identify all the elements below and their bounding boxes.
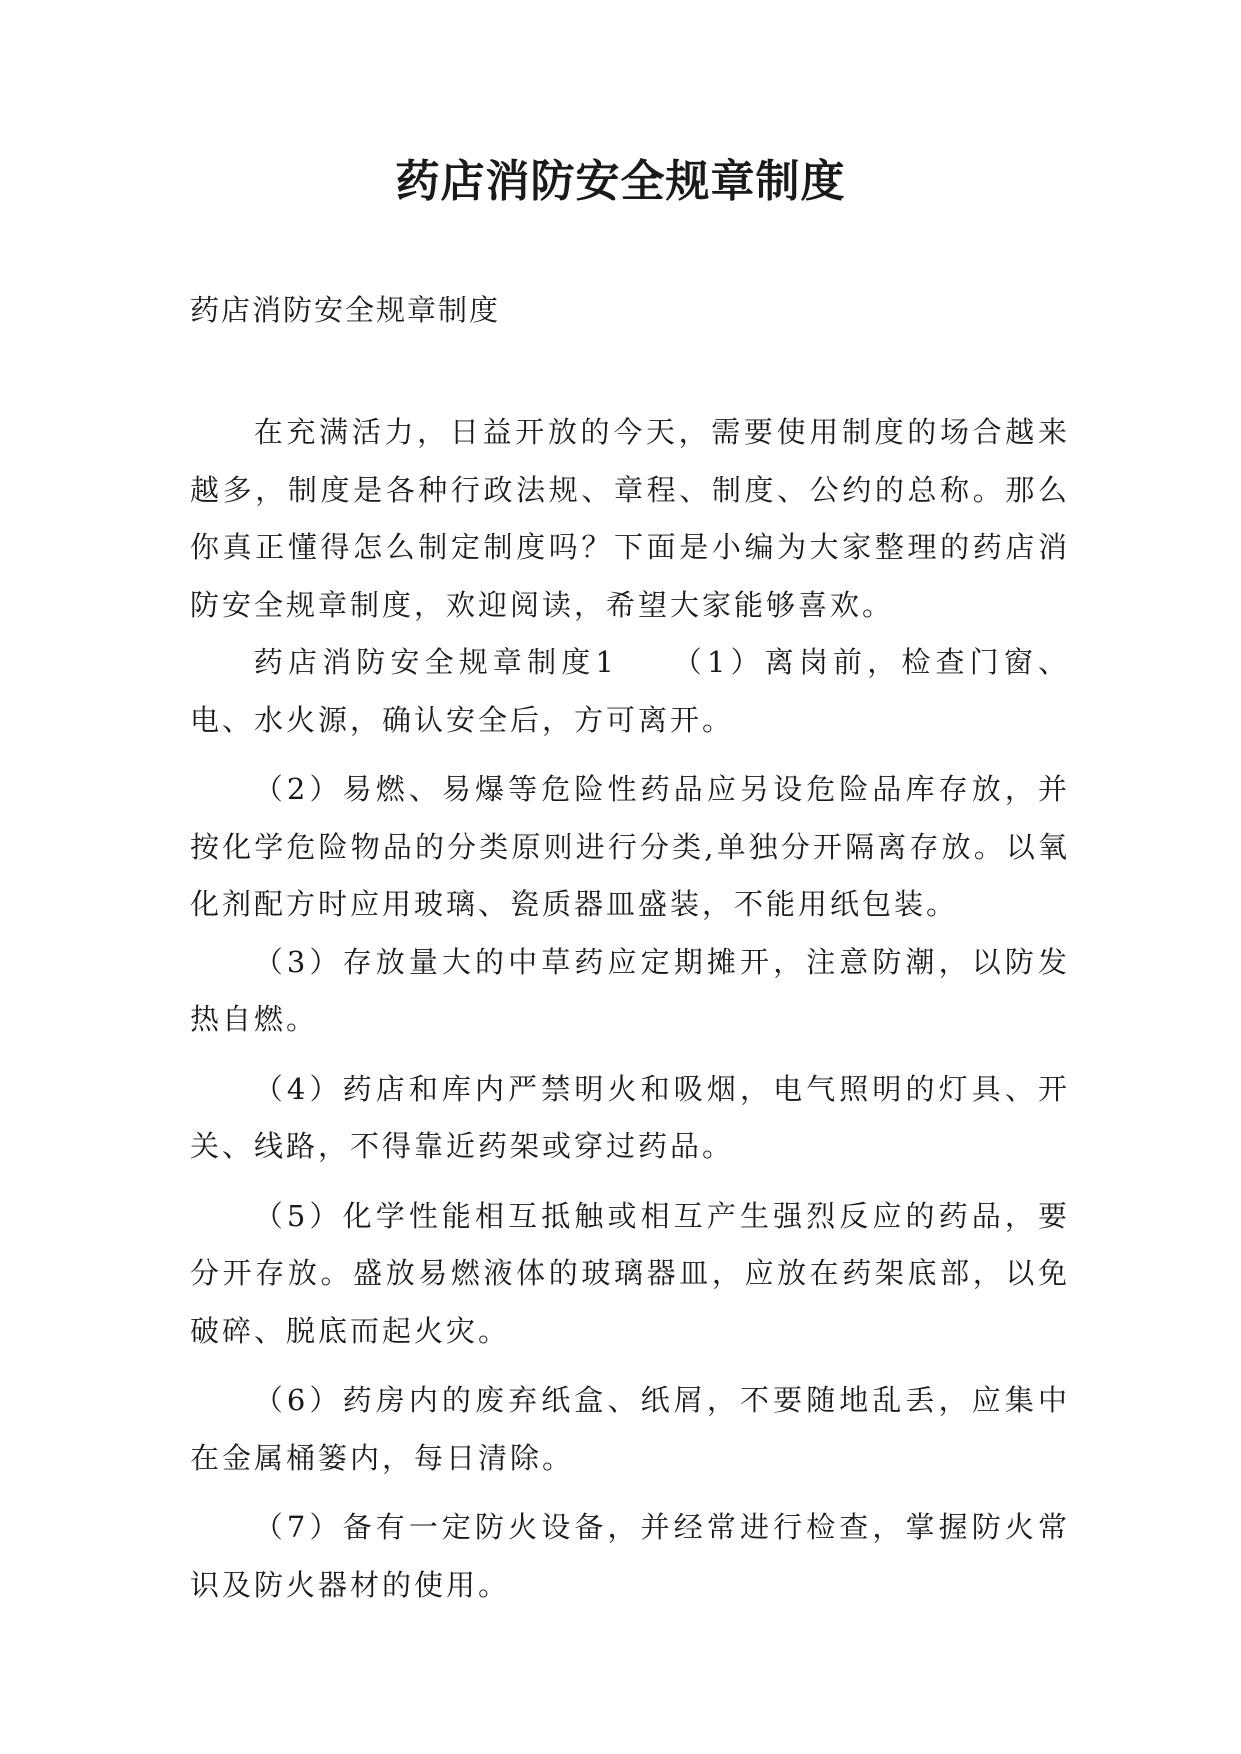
paragraph-item-6: （6）药房内的废弃纸盒、纸屑，不要随地乱丢，应集中在金属桶篓内，每日清除。 [190, 1383, 1070, 1475]
paragraph-item-2: （2）易燃、易爆等危险性药品应另设危险品库存放，并按化学危险物品的分类原则进行分类,单独分开隔离存放。以氧化剂配方时应用玻璃、瓷质器皿盛装，不能用纸包装。 [190, 772, 1070, 921]
document-body [190, 404, 1070, 1614]
paragraph-item-7: （7）备有一定防火设备，并经常进行检查，掌握防火常识及防火器材的使用。 [190, 1510, 1070, 1602]
paragraph-intro: 在充满活力，日益开放的今天，需要使用制度的场合越来越多，制度是各种行政法规、章程、制度、公约的总称。那么你真正懂得怎么制定制度吗？下面是小编为大家整理的药店消防安全规章制度，欢迎阅读，希望大家能够喜欢。 [190, 415, 1070, 622]
paragraph-item-1: 药店消防安全规章制度1 （1）离岗前，检查门窗、电、水火源，确认安全后，方可离开。 [190, 645, 1070, 737]
paragraph-item-4: （4）药店和库内严禁明火和吸烟，电气照明的灯具、开关、线路，不得靠近药架或穿过药品。 [190, 1071, 1070, 1163]
paragraph-item-3: （3）存放量大的中草药应定期摊开，注意防潮，以防发热自燃。 [190, 944, 1070, 1036]
document-subtitle: 药店消防安全规章制度 [190, 293, 501, 327]
document-title: 药店消防安全规章制度 [395, 156, 846, 207]
paragraph-item-5: （5）化学性能相互抵触或相互产生强烈反应的药品，要分开存放。盛放易燃液体的玻璃器皿，应放在药架底部，以免破碎、脱底而起火灾。 [190, 1198, 1070, 1348]
